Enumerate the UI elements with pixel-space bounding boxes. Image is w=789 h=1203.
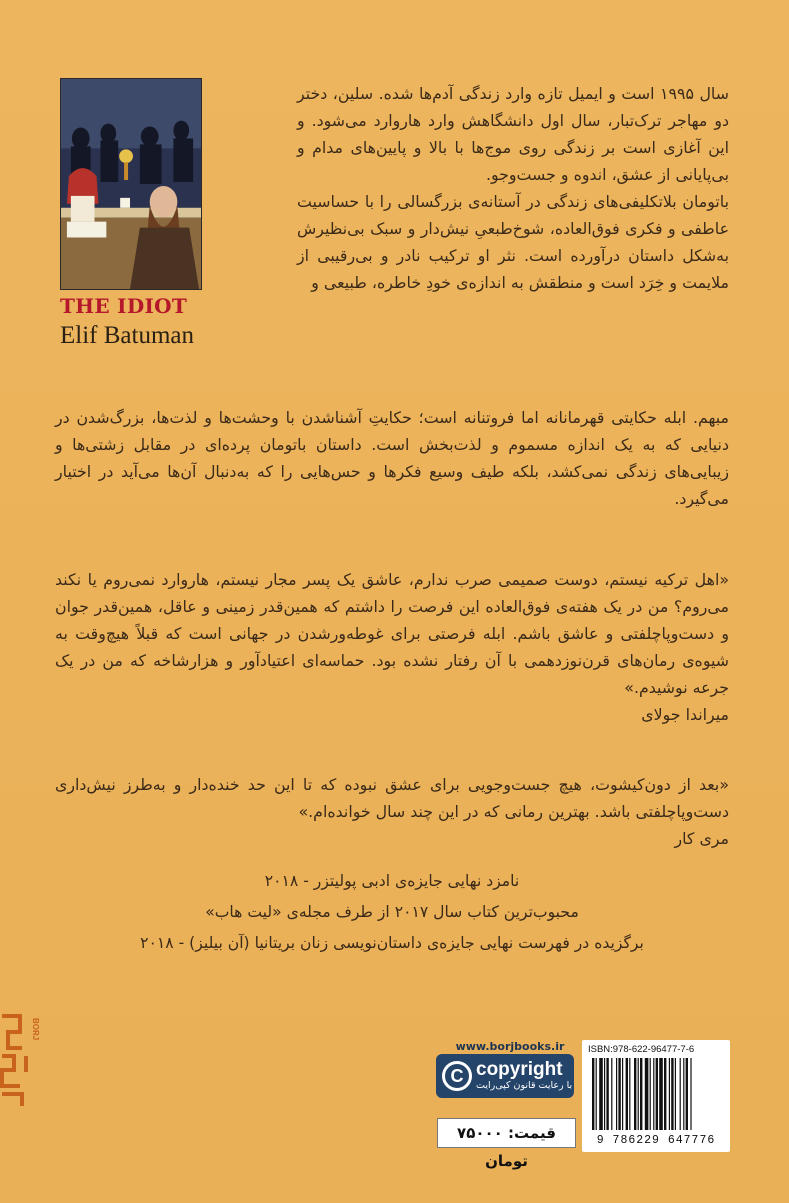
- barcode-bar: [653, 1058, 654, 1130]
- barcode-block: [582, 1040, 730, 1152]
- copyright-icon: C: [442, 1061, 472, 1091]
- barcode-bar: [634, 1058, 636, 1130]
- barcode-bar: [611, 1058, 612, 1130]
- publisher-website[interactable]: www.borjbooks.ir: [455, 1040, 565, 1053]
- barcode-bar: [604, 1058, 605, 1130]
- quote-text: «اهل ترکیه نیستم، دوست صمیمی صرب ندارم، عاشق یک پسر مجار نیستم، هاروارد نمی‌روم یا نکند می‌روم؟ من در یک هفته‌ی فوق‌العاده این فرصت را داشتم که همین‌قدر زمینی و عاقل، همین‌قدر جوان و دست‌وپاچلفتی و عاشق باشم. ابله فرصتی برای غوطه‌ورشدن در جهانی است که قبلاً هیچ‌وقت به شیوه‌ی رمان‌های قرن‌نوزدهمی با آن رفتار نشده بود. حماسه‌ای اعتیادآور و هزارشاخه که من در یک جرعه نوشیدم.»: [55, 570, 729, 697]
- quote-author: مری کار: [674, 829, 729, 848]
- barcode-bar: [664, 1058, 666, 1130]
- publisher-logo: [0, 1012, 40, 1108]
- barcode-bar: [640, 1058, 642, 1130]
- barcode-bar: [680, 1058, 681, 1130]
- barcode-bar: [690, 1058, 691, 1130]
- blurb-paragraph-2-end: مبهم. ابله حکایتی قهرمانانه اما فروتنانه است؛ حکایتِ آشناشدن با وحشت‌ها و لذت‌ها، بزرگ‌شدن در دنیایی که به یک اندازه مسموم و لذت‌بخش است. داستان باتومان پرده‌ای در مقابل زشتی‌ها و زیبایی‌های زندگی نمی‌کشد، بلکه طیف وسیع فکرها و حس‌هایی را که به‌دنبال آن‌ها می‌آید در اختیار می‌گیرد.: [55, 408, 729, 508]
- barcode-bar: [596, 1058, 597, 1130]
- barcode-bar: [686, 1058, 688, 1130]
- barcode-bar: [669, 1058, 670, 1130]
- blurb-paragraph-2-start: باتومان بلاتکلیفی‌های زندگی در آستانه‌ی بزرگسالی را با حساسیت عاطفی و فکری فوق‌العاده، شوخ‌طبعیِ نیش‌دار و سبک بی‌نظیرش به‌شکل داستان درآورده است. نثر او ترکیب نادر و بی‌رقیبی از ملایمت و خِرَد است و منطقش به اندازه‌ی خودِ خاطره، طبیعی و: [297, 192, 729, 292]
- barcode-bar: [671, 1058, 673, 1130]
- book-author: Elif Batuman: [60, 322, 194, 349]
- barcode-bar: [650, 1058, 651, 1130]
- barcode-bar: [618, 1058, 620, 1130]
- blurb-top: [297, 80, 729, 296]
- quote-2: [55, 771, 729, 852]
- barcode-bar: [606, 1058, 608, 1130]
- barcode-bar: [645, 1058, 649, 1130]
- barcode-bar: [656, 1058, 658, 1130]
- barcode-graphic: [592, 1058, 722, 1130]
- barcode-bar: [626, 1058, 628, 1130]
- barcode-bar: [629, 1058, 630, 1130]
- copyright-sublabel: با رعایت قانون کپی‌رایت: [476, 1080, 573, 1091]
- barcode-bar: [622, 1058, 623, 1130]
- award-item: محبوب‌ترین کتاب سال ۲۰۱۷ از طرف مجله‌ی «لیت هاب»: [205, 903, 579, 921]
- cover-thumbnail-image: [60, 78, 202, 290]
- awards-list: [55, 866, 729, 959]
- award-item: نامزد نهایی جایزه‌ی ادبی پولیتزر - ۲۰۱۸: [264, 872, 520, 890]
- quote-author: میراندا جولای: [641, 705, 729, 724]
- blurb-paragraph-1: سال ۱۹۹۵ است و ایمیل تازه وارد زندگی آدم‌ها شده. سلین، دختر دو مهاجر ترک‌تبار، سال اول دانشگاهش وارد هاروارد می‌شود. و این آغازی است بر زندگی روی موج‌ها با بالا و پایین‌های مدام و بی‌پایانی از عشق، اندوه و جست‌وجو.: [297, 84, 729, 184]
- book-title: THE IDIOT: [60, 294, 188, 318]
- barcode-bar: [638, 1058, 639, 1130]
- isbn-label: ISBN:978-622-96477-7-6: [588, 1044, 695, 1055]
- barcode-bar: [675, 1058, 676, 1130]
- quote-text: «بعد از دون‌کیشوت، هیچ جست‌وجویی برای عشق نبوده که تا این حد خنده‌دار و به‌طرز نیش‌داری دست‌وپاچلفتی باشد. بهترین رمانی که در این چند سال خوانده‌ام.»: [55, 775, 729, 821]
- quote-1: [55, 566, 729, 728]
- copyright-badge: [436, 1054, 574, 1098]
- copyright-label: copyright: [476, 1059, 563, 1080]
- barcode-bar: [599, 1058, 603, 1130]
- price-label: قیمت: ۷۵۰۰۰ تومان: [437, 1118, 576, 1148]
- barcode-bar: [659, 1058, 663, 1130]
- barcode-number: 9 786229 647776: [596, 1134, 716, 1147]
- blurb-bottom: [55, 404, 729, 512]
- barcode-bar: [683, 1058, 684, 1130]
- barcode-bar: [592, 1058, 594, 1130]
- barcode-bar: [616, 1058, 617, 1130]
- publisher-logo-text: BORJ: [31, 1018, 40, 1041]
- award-item: برگزیده در فهرست نهایی جایزه‌ی داستان‌نویسی زنان بریتانیا (آن بیلیز) - ۲۰۱۸: [140, 934, 644, 952]
